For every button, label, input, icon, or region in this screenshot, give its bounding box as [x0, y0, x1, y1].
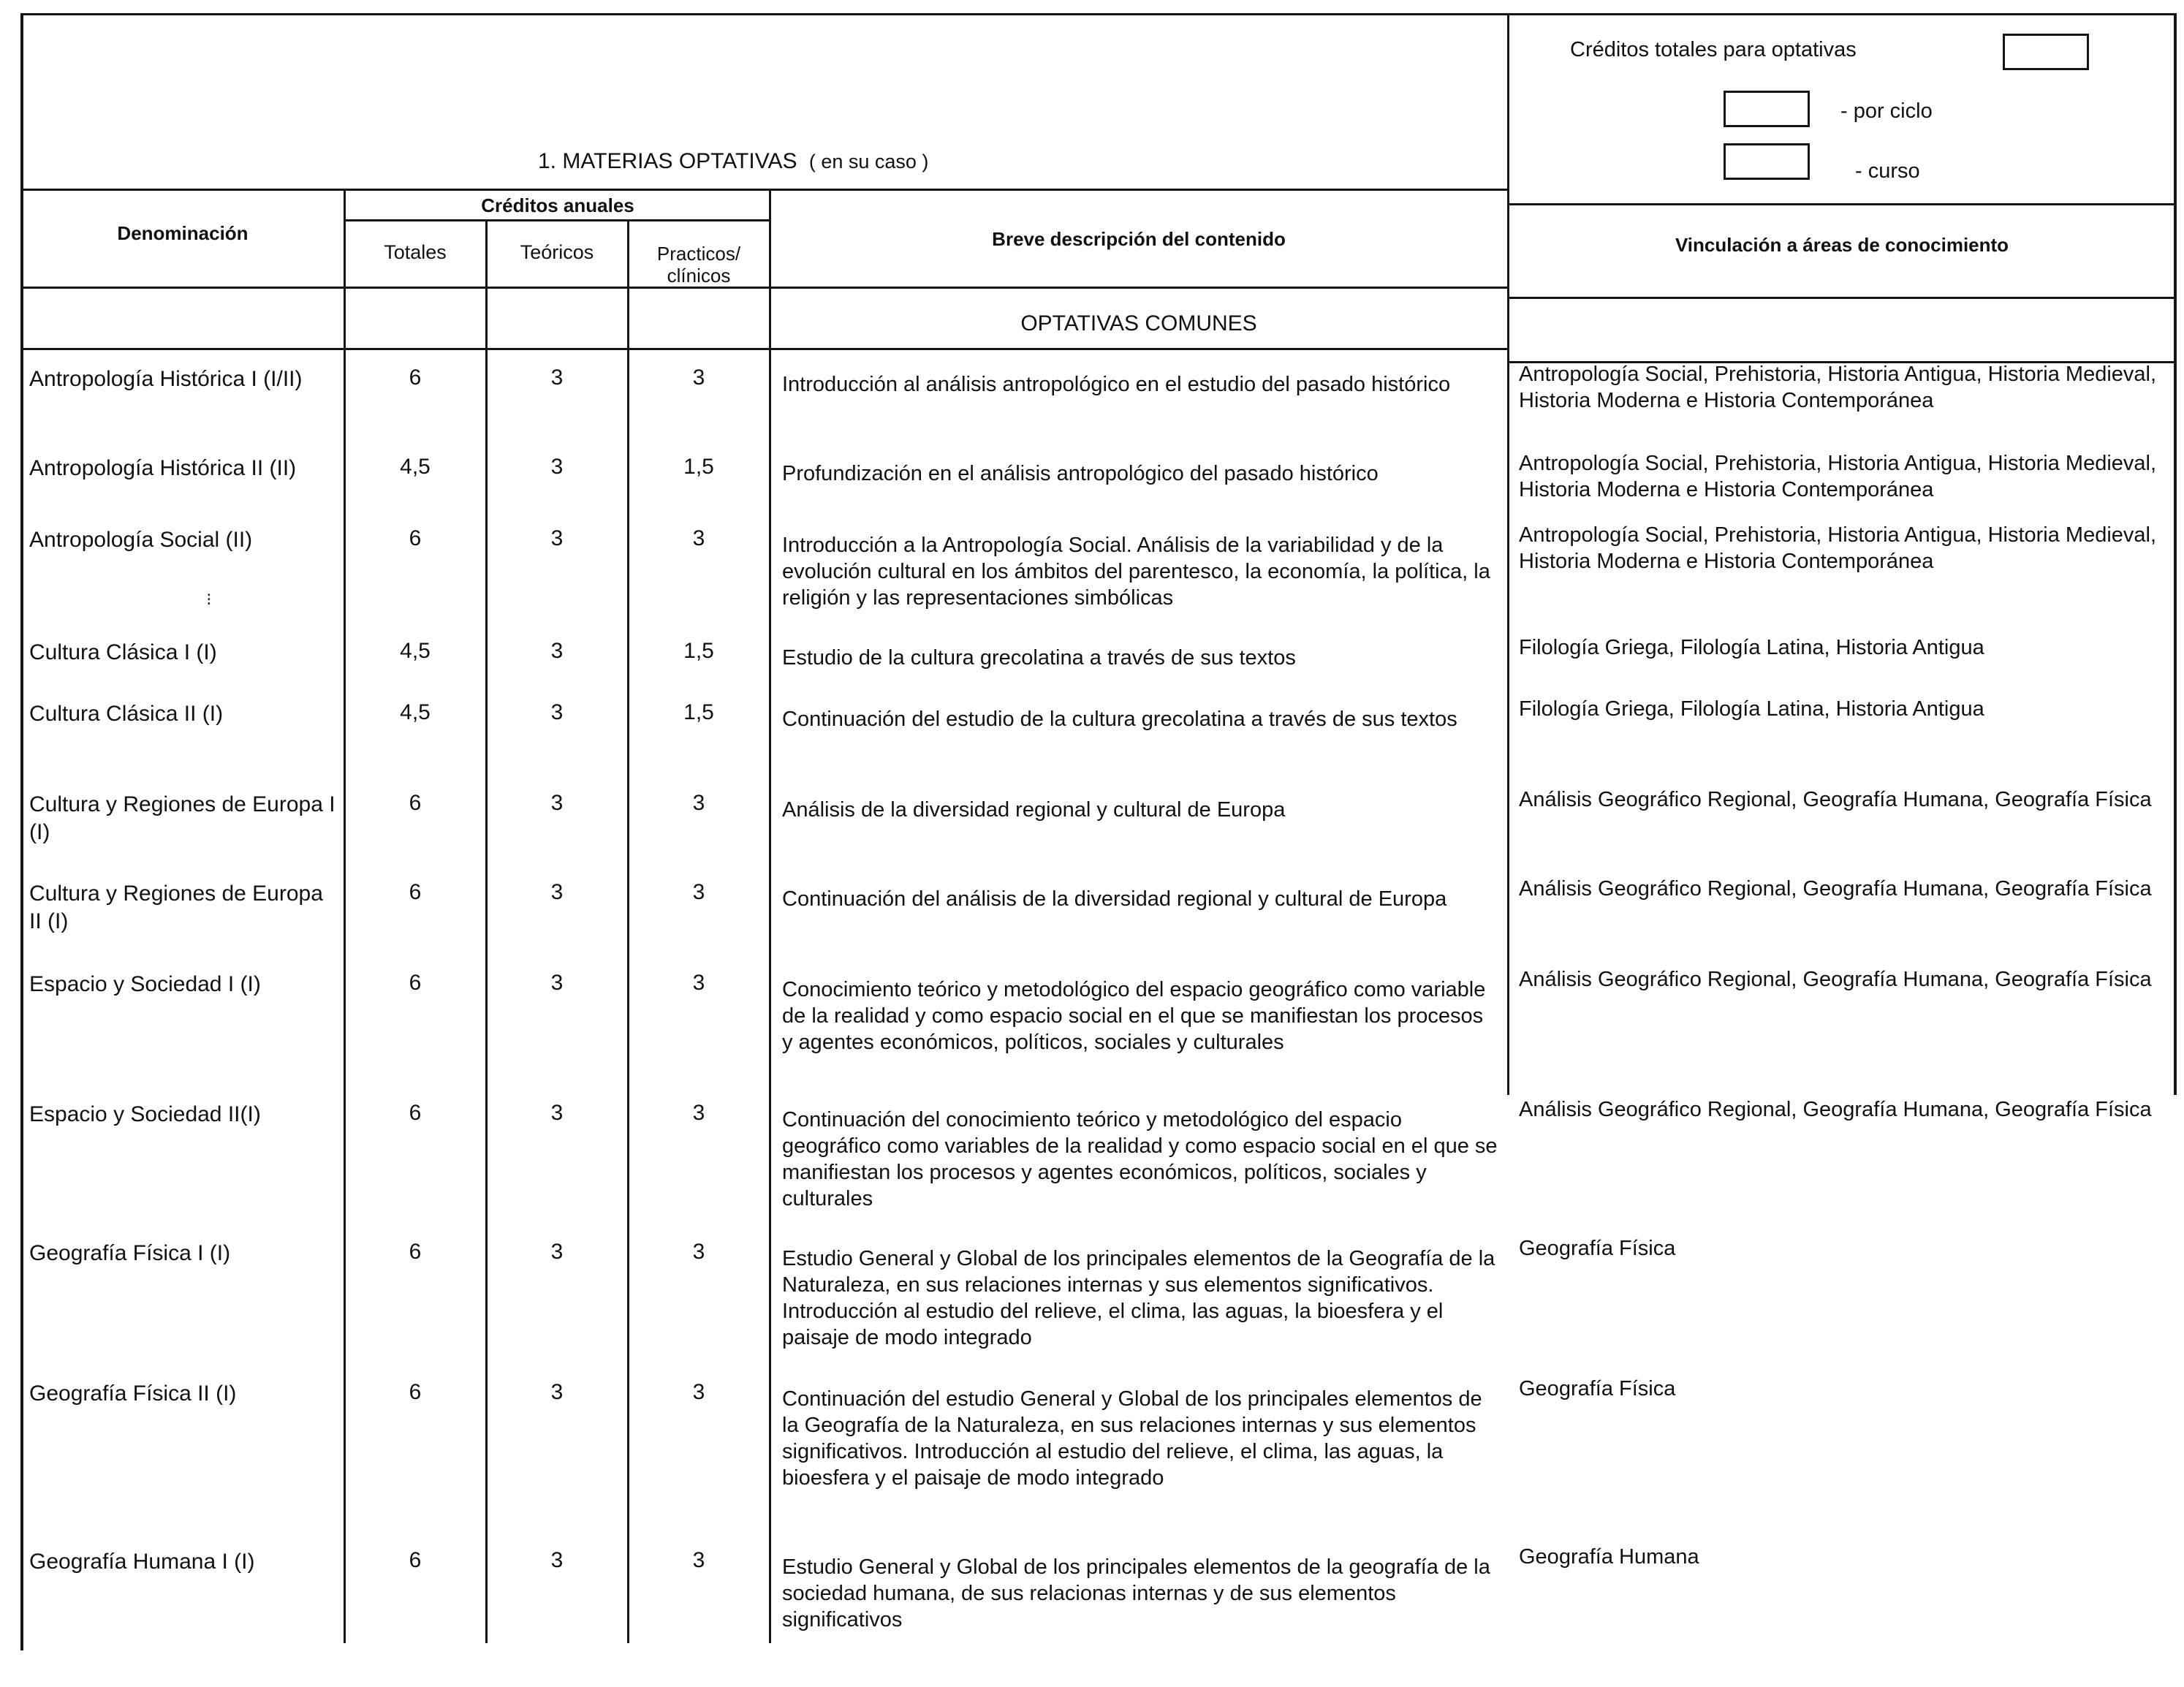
credits-panel-bottom-line	[1507, 203, 2175, 205]
row-practicos: 3	[692, 971, 705, 995]
row-name: Espacio y Sociedad I (I)	[29, 972, 261, 996]
row-areas: Antropología Social, Prehistoria, Historia Antigua, Historia Medieval, Historia Moderna e Historia Contemporánea	[1519, 523, 2157, 573]
section-title	[538, 149, 928, 174]
row-teoricos: 3	[550, 791, 564, 815]
row-practicos: 3	[692, 791, 705, 815]
row-description: Continuación del estudio General y Global de los principales elementos de la Geografía de la Naturaleza, en sus relaciones internas y sus elementos significativos. Introducción al estudio del relieve, el clima, las aguas, la bioesfera y el paisaje de modo integrado	[782, 1387, 1482, 1490]
row-practicos: 3	[692, 1380, 705, 1404]
row-name: Espacio y Sociedad II(I)	[29, 1102, 261, 1126]
row-totales: 6	[409, 791, 422, 815]
row-name: Antropología Social (II)	[29, 528, 253, 552]
row-totales: 4,5	[400, 639, 431, 663]
row-areas: Análisis Geográfico Regional, Geografía Humana, Geografía Física	[1519, 877, 2152, 901]
row-name: Cultura Clásica II (I)	[29, 702, 224, 726]
row-teoricos: 3	[550, 1380, 564, 1404]
row-name: Geografía Humana I (I)	[29, 1550, 255, 1574]
row-areas: Antropología Social, Prehistoria, Historia Antigua, Historia Medieval, Historia Moderna e Historia Contemporánea	[1519, 452, 2157, 501]
row-areas: Filología Griega, Filología Latina, Historia Antigua	[1519, 636, 1984, 659]
row-teoricos: 3	[550, 880, 564, 904]
row-description: Análisis de la diversidad regional y cultural de Europa	[782, 798, 1286, 822]
scan-mark: ⁝	[206, 590, 212, 610]
row-description: Conocimiento teórico y metodológico del espacio geográfico como variable de la realidad y como espacio social en el que se manifiestan los procesos y agentes económicos, políticos, sociales y culturales	[782, 978, 1486, 1054]
section-title-note: ( en su caso )	[808, 151, 929, 173]
row-practicos: 1,5	[683, 639, 714, 663]
row-description: Profundización en el análisis antropológico del pasado histórico	[782, 462, 1379, 485]
credits-total-box[interactable]	[2003, 34, 2089, 70]
vinculacion-header-bottom-line	[1507, 297, 2175, 299]
row-totales: 6	[409, 971, 422, 995]
header-top-line	[20, 189, 1509, 191]
row-practicos: 3	[692, 526, 705, 550]
row-teoricos: 3	[550, 526, 564, 550]
header-totales: Totales	[384, 241, 447, 263]
row-description: Continuación del análisis de la diversidad regional y cultural de Europa	[782, 887, 1447, 911]
row-practicos: 1,5	[683, 700, 714, 724]
row-name: Antropología Histórica I (I/II)	[29, 367, 303, 391]
col-line-practicos	[627, 219, 629, 1643]
row-description: Estudio General y Global de los principales elementos de la Geografía de la Naturaleza, en sus relaciones internas y sus elementos significativos. Introducción al estudio del relieve, el clima, las aguas, la bioesfera y el paisaje de modo integrado	[782, 1247, 1495, 1349]
curso-box[interactable]	[1724, 143, 1810, 180]
header-practicos-line1: Practicos/	[656, 243, 741, 265]
row-areas: Geografía Física	[1519, 1377, 1676, 1400]
por-ciclo-box[interactable]	[1724, 91, 1810, 127]
row-totales: 6	[409, 880, 422, 904]
header-teoricos: Teóricos	[520, 241, 594, 263]
header-denominacion: Denominación	[117, 222, 249, 244]
row-totales: 4,5	[400, 700, 431, 724]
row-teoricos: 3	[550, 1548, 564, 1572]
row-name: Geografía Física I (I)	[29, 1241, 231, 1265]
col-line-totales	[344, 189, 346, 1643]
header-practicos-line2: clínicos	[667, 265, 731, 287]
row-totales: 6	[409, 365, 422, 390]
row-name: Antropología Histórica II (II)	[29, 456, 297, 480]
row-teoricos: 3	[550, 700, 564, 724]
row-totales: 6	[409, 1380, 422, 1404]
row-teoricos: 3	[550, 1101, 564, 1125]
row-description: Estudio de la cultura grecolatina a través de sus textos	[782, 646, 1296, 670]
row-totales: 4,5	[400, 455, 431, 479]
row-practicos: 3	[692, 880, 705, 904]
row-description: Introducción al análisis antropológico en el estudio del pasado histórico	[782, 373, 1451, 396]
row-name: Geografía Física II (I)	[29, 1381, 237, 1406]
row-totales: 6	[409, 1101, 422, 1125]
curso-label: - curso	[1855, 159, 1920, 183]
row-teoricos: 3	[550, 639, 564, 663]
row-practicos: 3	[692, 1548, 705, 1572]
row-areas: Análisis Geográfico Regional, Geografía Humana, Geografía Física	[1519, 968, 2152, 991]
col-line-teoricos	[485, 219, 488, 1643]
col-line-descripcion	[769, 189, 771, 1643]
header-descripcion: Breve descripción del contenido	[992, 228, 1286, 250]
row-areas: Filología Griega, Filología Latina, Historia Antigua	[1519, 697, 1984, 721]
row-totales: 6	[409, 1548, 422, 1572]
row-teoricos: 3	[550, 455, 564, 479]
por-ciclo-label: - por ciclo	[1840, 99, 1933, 123]
credits-total-label: Créditos totales para optativas	[1570, 38, 1857, 61]
header-bottom-line	[20, 287, 1509, 289]
row-practicos: 1,5	[683, 455, 714, 479]
title-divider-line	[1507, 13, 1509, 1095]
row-description: Introducción a la Antropología Social. Análisis de la variabilidad y de la evolución cultural en los ámbitos del parentesco, la economía, la política, la religión y las representaciones simbólicas	[782, 534, 1490, 610]
row-teoricos: 3	[550, 971, 564, 995]
row-practicos: 3	[692, 1240, 705, 1264]
header-creditos-anuales: Créditos anuales	[481, 194, 634, 216]
row-practicos: 3	[692, 365, 705, 390]
row-practicos: 3	[692, 1101, 705, 1125]
frame-left-line	[20, 13, 23, 1650]
group-title: OPTATIVAS COMUNES	[1020, 311, 1257, 335]
header-practicos	[629, 243, 768, 287]
row-totales: 6	[409, 1240, 422, 1264]
row-areas: Antropología Social, Prehistoria, Historia Antigua, Historia Medieval, Historia Moderna e Historia Contemporánea	[1519, 363, 2157, 412]
frame-right-line	[2174, 13, 2177, 1095]
row-teoricos: 3	[550, 365, 564, 390]
row-teoricos: 3	[550, 1240, 564, 1264]
row-description: Estudio General y Global de los principales elementos de la geografía de la sociedad humana, de sus relacionas internas y de sus elementos significativos	[782, 1555, 1490, 1631]
header-vinculacion: Vinculación a áreas de conocimiento	[1675, 234, 2009, 256]
row-areas: Análisis Geográfico Regional, Geografía Humana, Geografía Física	[1519, 788, 2152, 811]
row-name: Cultura y Regiones de Europa II (I)	[29, 882, 323, 933]
row-areas: Geografía Física	[1519, 1237, 1676, 1260]
row-description: Continuación del estudio de la cultura grecolatina a través de sus textos	[782, 708, 1457, 731]
row-description: Continuación del conocimiento teórico y metodológico del espacio geográfico como variables de la realidad y como espacio social en el que se manifiestan los procesos y agentes económicos, políticos, sociales y culturales	[782, 1108, 1498, 1210]
group-row-bottom-line	[20, 348, 1509, 350]
row-totales: 6	[409, 526, 422, 550]
row-name: Cultura y Regiones de Europa I (I)	[29, 792, 335, 844]
row-areas: Geografía Humana	[1519, 1545, 1699, 1569]
frame-top-line	[20, 13, 2177, 15]
row-name: Cultura Clásica I (I)	[29, 640, 217, 664]
section-title-text: 1. MATERIAS OPTATIVAS	[538, 149, 797, 173]
row-areas: Análisis Geográfico Regional, Geografía Humana, Geografía Física	[1519, 1098, 2152, 1121]
creditos-anuales-underline	[344, 219, 770, 221]
